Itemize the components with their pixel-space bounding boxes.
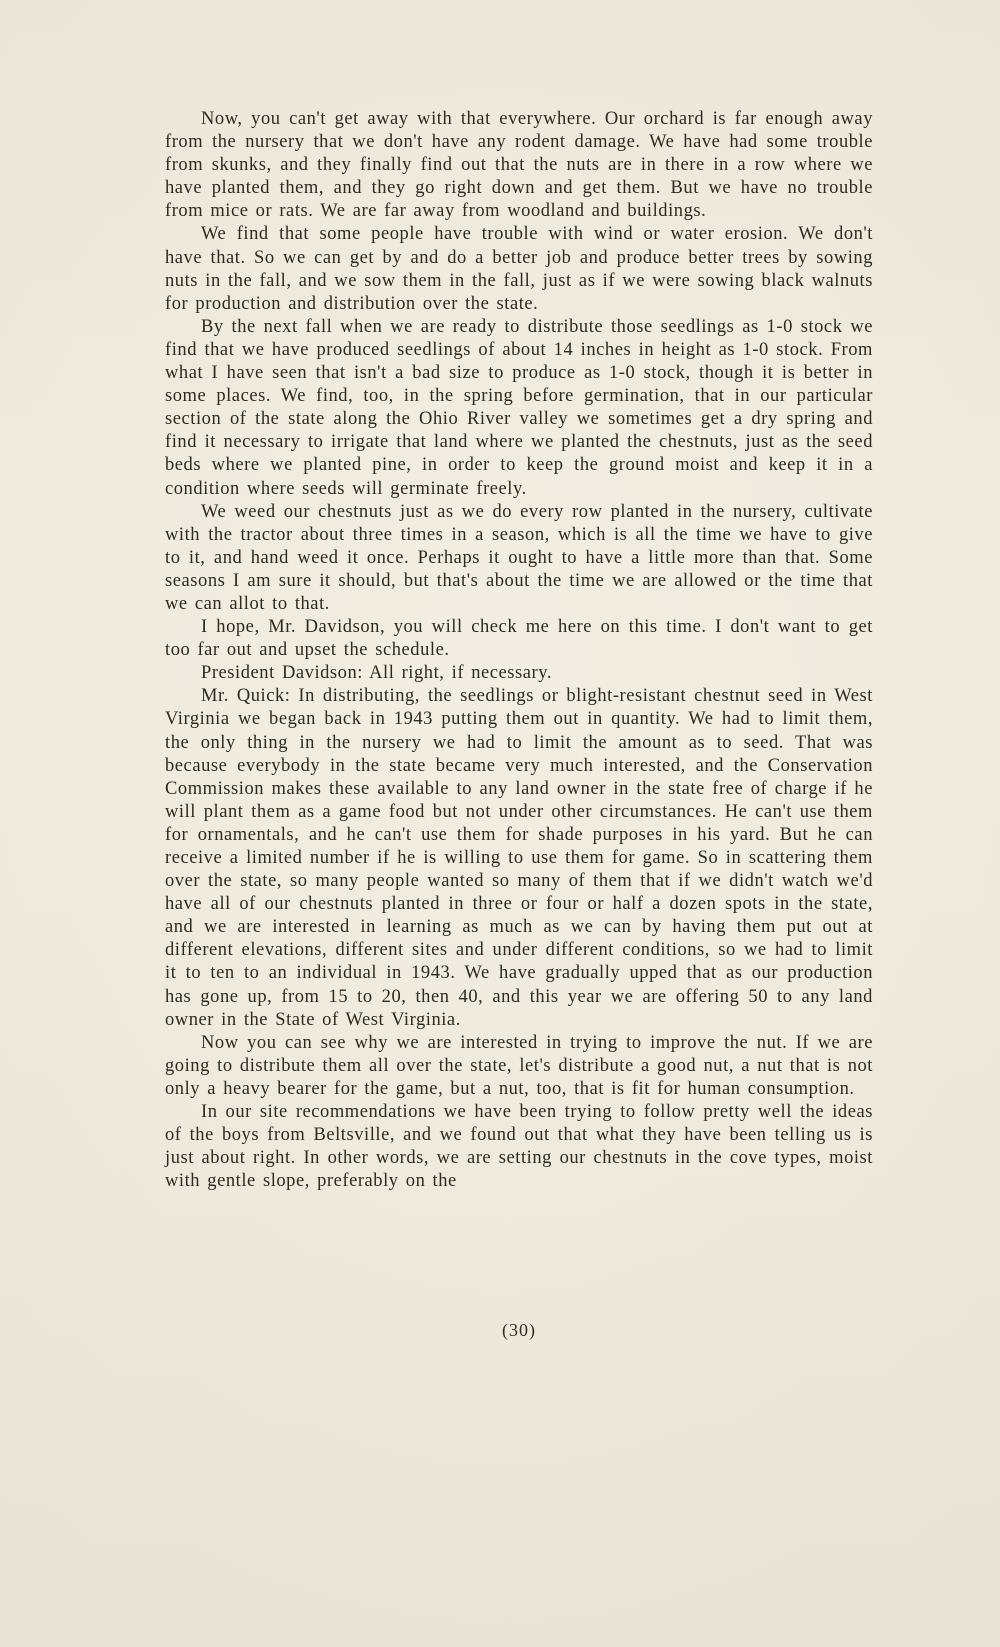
paragraph: Now you can see why we are interested in trying to improve the nut. If we are going to distribute them all over the state, let's distribute a good nut, a nut that is not only a heavy bearer for the game, but a nut, too, that is fit for human consumption. <box>165 1032 873 1099</box>
body-text <box>165 108 873 1193</box>
paragraph: I hope, Mr. Davidson, you will check me here on this time. I don't want to get too far out and upset the schedule. <box>165 617 873 661</box>
paragraph: By the next fall when we are ready to distribute those seedlings as 1-0 stock we find that we have produced seedlings of about 14 inches in height as 1-0 stock. From what I have seen that isn't a bad size to produce as 1-0 stock, though it is better in some places. We find, too, in the spring before germination, that in our particular section of the state along the Ohio River valley we sometimes get a dry spring and find it necessary to irrigate that land where we planted the chestnuts, just as the seed beds where we planted pine, in order to keep the ground moist and keep it in a condition where seeds will germinate freely. <box>165 316 873 499</box>
paragraph: In our site recommendations we have been trying to follow pretty well the ideas of the boys from Beltsville, and we found out that what they have been telling us is just about right. In other words, we are setting our chestnuts in the cove types, moist with gentle slope, preferably on the <box>165 1102 873 1192</box>
paragraph-speaker-davidson: President Davidson: All right, if necessary. <box>201 663 553 684</box>
paragraph: Now, you can't get away with that everywhere. Our orchard is far enough away from the nursery that we don't have any rodent damage. We have had some trouble from skunks, and they finally find out that the nuts are in there in a row where we have planted them, and they go right down and get them. But we have no trouble from mice or rats. We are far away from woodland and buildings. <box>165 109 873 222</box>
paragraph: We find that some people have trouble with wind or water erosion. We don't have that. So we can get by and do a better job and produce better trees by sowing nuts in the fall, and we sow them in the fall, just as if we were sowing black walnuts for production and distribution over the state. <box>165 224 873 314</box>
page-number: (30) <box>502 1320 536 1340</box>
paragraph: We weed our chestnuts just as we do every row planted in the nursery, cultivate with the tractor about three times in a season, which is all the time we have to give to it, and hand weed it once. Perhaps it ought to have a little more than that. Some seasons I am sure it should, but that's about the time we are allowed or the time that we can allot to that. <box>165 501 873 614</box>
paragraph-speaker-quick: Mr. Quick: In distributing, the seedlings or blight-resistant chestnut seed in West Virginia we began back in 1943 putting them out in quantity. We had to limit them, the only thing in the nursery we had to limit the amount as to seed. That was because everybody in the state became very much interested, and the Conservation Commission makes these available to any land owner in the state free of charge if he will plant them as a game food but not under other circumstances. He can't use them for ornamentals, and he can't use them for shade purposes in his yard. But he can receive a limited number if he is willing to use them for game. So in scattering them over the state, so many people wanted so many of them that if we didn't watch we'd have all of our chestnuts planted in three or four or half a dozen spots in the state, and we are interested in learning as much as we can by having them put out at different elevations, different sites and under different conditions, so we had to limit it to ten to an individual in 1943. We have gradually upped that as our production has gone up, from 15 to 20, then 40, and this year we are offering 50 to any land owner in the State of West Virginia. <box>165 686 873 1030</box>
